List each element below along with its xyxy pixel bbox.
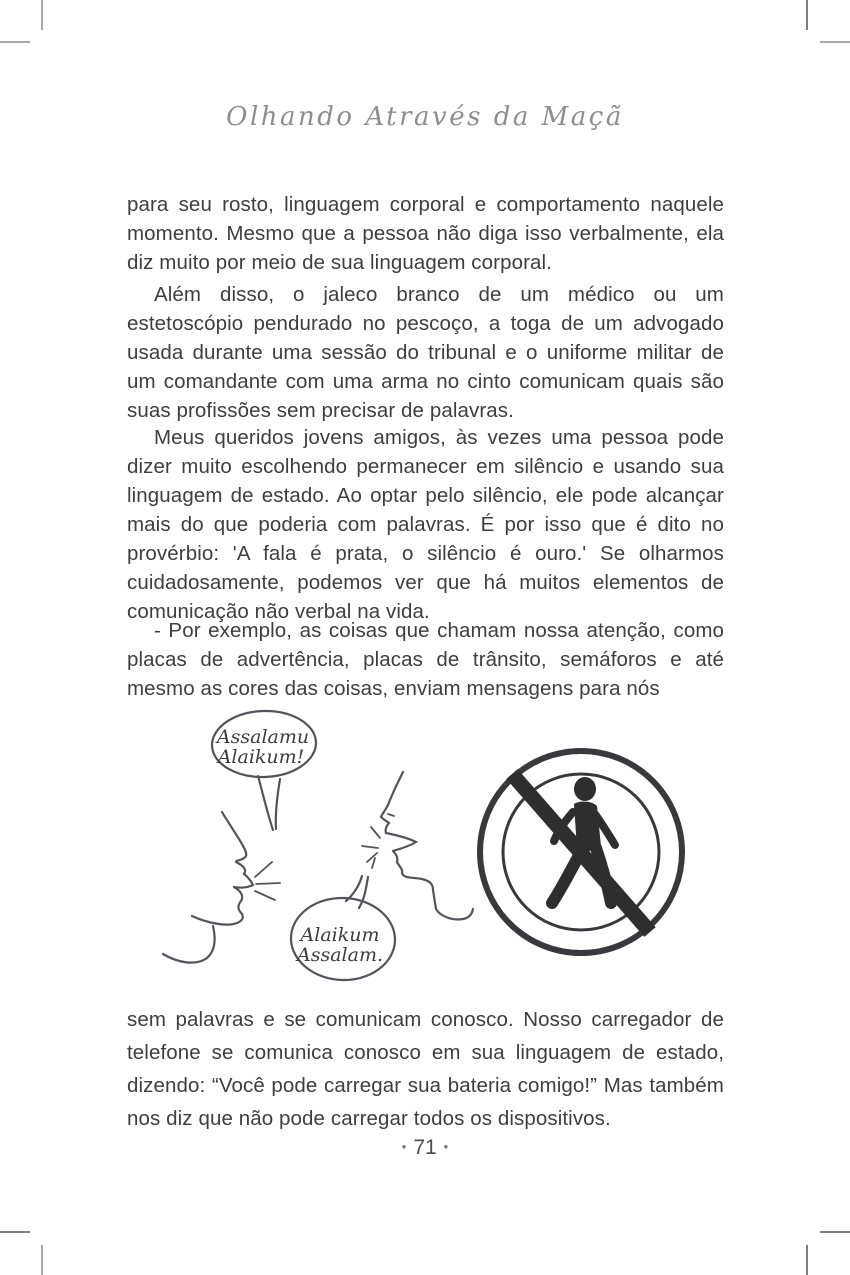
face-right-profile: [362, 772, 473, 919]
bubble-right-line1: Alaikum: [300, 924, 380, 946]
chapter-title: Olhando Através da Maçã: [226, 102, 624, 132]
no-pedestrians-sign-icon: [480, 751, 682, 953]
paragraph-5: sem palavras e se comunicam conosco. Nosso carregador de telefone se comunica conosco em sua linguagem de estado, dizendo: “Você pode carregar sua bateria comigo!” Mas também nos diz que não pode carregar todos os dispositivos.: [127, 1008, 724, 1130]
folio-number: 71: [413, 1136, 437, 1159]
crop-mark-top-right-h: [820, 41, 850, 43]
paragraph-2: Além disso, o jaleco branco de um médico ou um estetoscópio pendurado no pescoço, a toga de um advogado usada durante uma sessão do tribunal e o uniforme militar de um comandante com uma arma no cinto comunicam quais são suas profissões sem precisar de palavras.: [127, 283, 724, 422]
speech-burst-left: [255, 862, 280, 900]
crop-mark-top-right-v: [806, 0, 808, 30]
bubble-right-line2: Assalam.: [296, 944, 384, 966]
crop-mark-top-left-v: [41, 0, 43, 30]
crop-mark-bottom-left-v: [41, 1245, 43, 1275]
paragraph-1: para seu rosto, linguagem corporal e comportamento naquele momento. Mesmo que a pessoa não diga isso verbalmente, ela diz muito por meio de sua linguagem corporal.: [127, 193, 724, 274]
speech-burst-right: [362, 827, 380, 868]
speech-bubble-left: [211, 709, 317, 830]
folio-bullet-right: •: [443, 1139, 449, 1154]
crop-mark-top-left-h: [0, 41, 30, 43]
illustration: [125, 695, 725, 1010]
speech-bubble-right: [290, 876, 397, 982]
face-left-profile: [163, 812, 280, 963]
crop-mark-bottom-right-h: [820, 1231, 850, 1233]
crop-mark-bottom-left-h: [0, 1231, 30, 1233]
bubble-left-line1: Assalamu: [216, 726, 310, 748]
folio-bullet-left: •: [401, 1139, 407, 1154]
page-number: [0, 1136, 850, 1160]
bubble-left-line2: Alaikum!: [217, 746, 305, 768]
crop-mark-bottom-right-v: [806, 1245, 808, 1275]
paragraph-4: - Por exemplo, as coisas que chamam nossa atenção, como placas de advertência, placas de trânsito, semáforos e até mesmo as cores das coisas, enviam mensagens para nós: [127, 619, 724, 700]
paragraph-3: Meus queridos jovens amigos, às vezes uma pessoa pode dizer muito escolhendo permanecer em silêncio e usando sua linguagem de estado. Ao optar pelo silêncio, ele pode alcançar mais do que poderia com palavras. É por isso que é dito no provérbio: 'A fala é prata, o silêncio é ouro.' Se olharmos cuidadosamente, podemos ver que há muitos elementos de comunicação não verbal na vida.: [127, 426, 724, 623]
